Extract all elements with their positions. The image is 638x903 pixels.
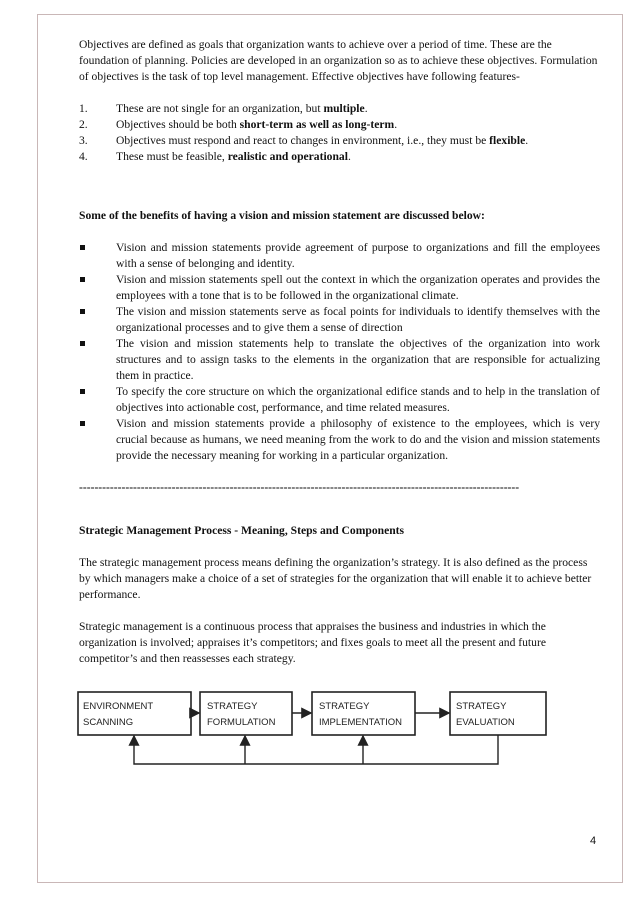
list-item: The vision and mission statements serve as focal points for individuals to identify themselves with the organizational processes and to give them a sense of direction — [79, 304, 600, 336]
list-item: 3. Objectives must respond and react to changes in environment, i.e., they must be flexible. — [79, 134, 529, 147]
box-label: STRATEGY — [207, 701, 258, 712]
body-text — [79, 37, 600, 667]
box-label: EVALUATION — [456, 717, 515, 728]
list-item: 1. These are not single for an organization, but multiple. — [79, 102, 368, 115]
box-label: ENVIRONMENT — [83, 701, 154, 712]
bullet-icon — [80, 341, 85, 346]
feedback-line — [134, 735, 498, 764]
page-number: 4 — [590, 835, 597, 847]
diagram-box-environment-scanning — [78, 692, 191, 735]
process-paragraph: The strategic management process means defining the organization’s strategy. It is also defined as the process by which managers make a choice of a set of strategies for the organization that will enable it to achieve better performance. — [79, 556, 592, 601]
box-label: SCANNING — [83, 717, 134, 728]
list-item: The vision and mission statements help to translate the objectives of the organization into work structures and to assign tasks to the elements in the organization that are responsible for actualizing them in practice. — [79, 336, 600, 384]
continuous-paragraph: Strategic management is a continuous process that appraises the business and industries in which the organization is involved; appraises it’s competitors; and fixes goals to meet all the present and future competitor’s and then reassesses each strategy. — [79, 620, 546, 665]
list-item: To specify the core structure on which the organizational edifice stands and to help in the translation of objectives into actionable cost, performance, and time related measures. — [79, 384, 600, 416]
diagram-box-strategy-formulation — [200, 692, 292, 735]
bullet-icon — [80, 245, 85, 250]
diagram-box-strategy-implementation — [312, 692, 415, 735]
list-item: 4. These must be feasible, realistic and operational. — [79, 150, 351, 163]
box-label: STRATEGY — [319, 701, 370, 712]
benefits-heading: Some of the benefits of having a vision and mission statement are discussed below: — [79, 209, 485, 222]
process-diagram — [75, 682, 596, 782]
section-title: Strategic Management Process - Meaning, Steps and Components — [79, 524, 405, 537]
intro-paragraph: Objectives are defined as goals that organization wants to achieve over a period of time. These are the foundation of planning. Policies are developed in an organization so as to achieve these objectives. Formulation of objectives is the task of top level management. Effective objectives have following features- — [79, 38, 598, 83]
bullet-icon — [80, 277, 85, 282]
diagram-box-strategy-evaluation — [450, 692, 546, 735]
bullet-icon — [80, 421, 85, 426]
features-list — [79, 101, 600, 165]
list-item: Vision and mission statements provide agreement of purpose to organizations and fill the employees with a sense of belonging and identity. — [79, 240, 600, 272]
bullet-icon — [80, 389, 85, 394]
separator-line: ------------------------------------------------------------------------------------------------------------------ — [79, 481, 520, 494]
box-label: STRATEGY — [456, 701, 507, 712]
box-label: IMPLEMENTATION — [319, 717, 403, 728]
bullet-icon — [80, 309, 85, 314]
box-label: FORMULATION — [207, 717, 276, 728]
list-item: 2. Objectives should be both short-term as well as long-term. — [79, 118, 398, 131]
list-item: Vision and mission statements provide a philosophy of existence to the employees, which is very crucial because as humans, we need meaning from the work to do and the vision and mission statements provide the necessary meaning for working in a particular organization. — [79, 416, 600, 464]
list-item: Vision and mission statements spell out the context in which the organization operates and provides the employees with a tone that is to be followed in the organizational climate. — [79, 272, 600, 304]
benefits-list — [79, 240, 600, 464]
